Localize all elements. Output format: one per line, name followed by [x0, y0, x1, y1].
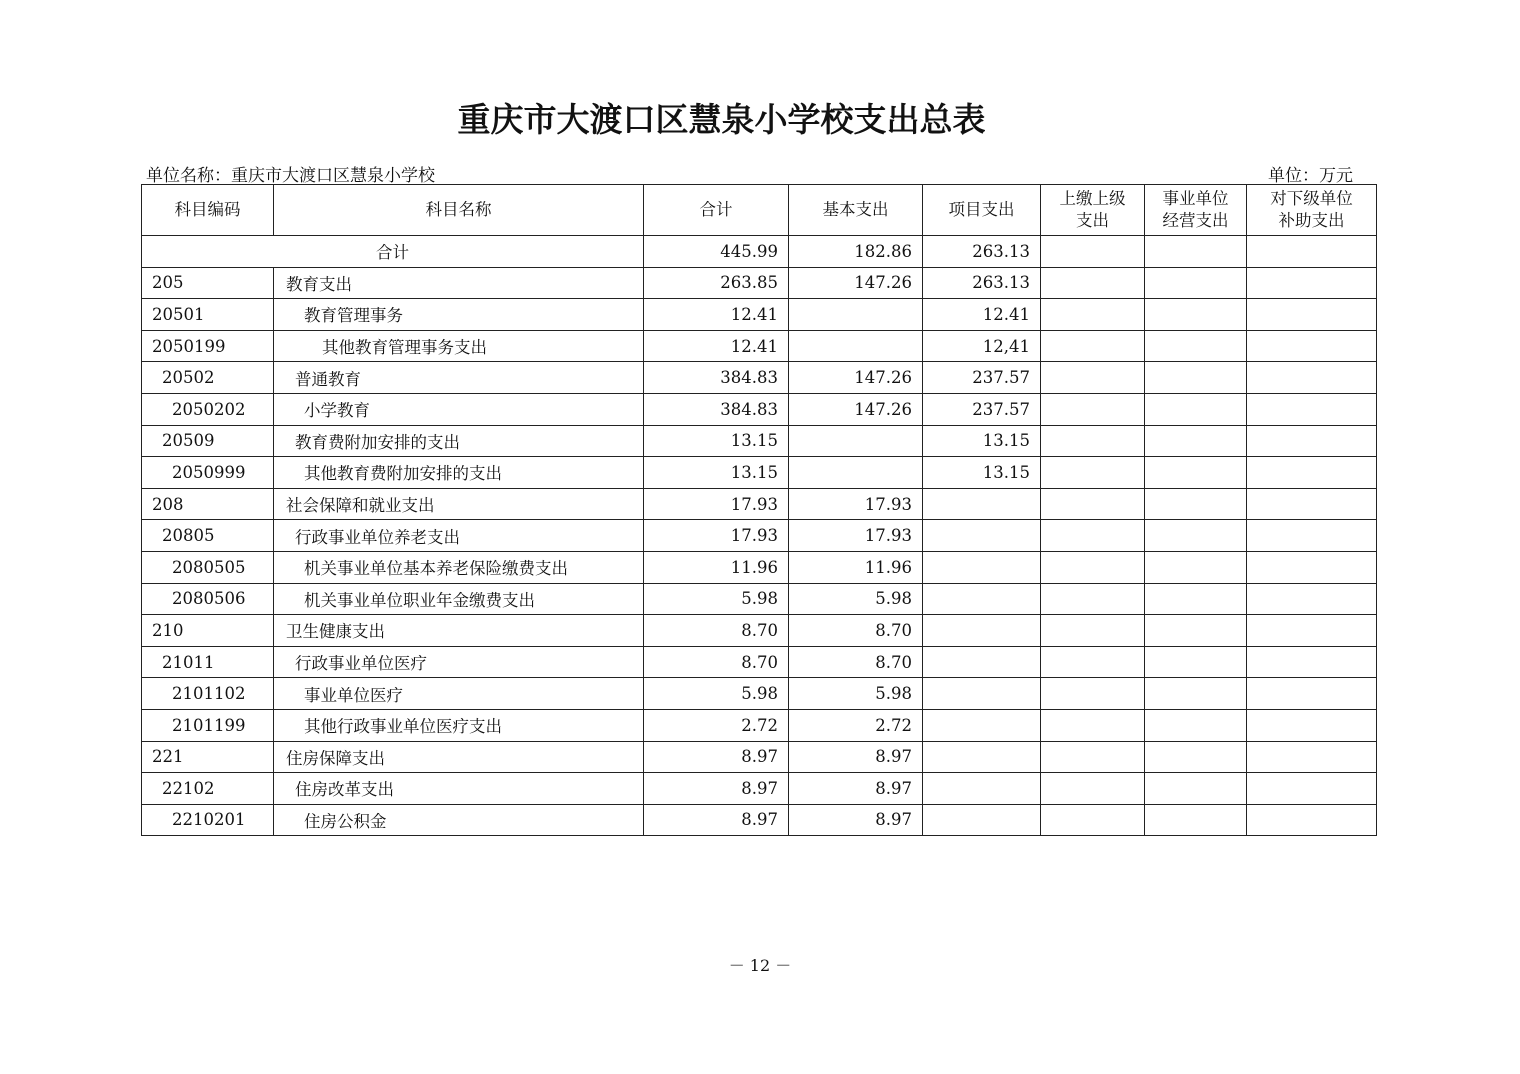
code-cell: 22102	[142, 773, 274, 805]
empty-cell	[1145, 773, 1247, 805]
header-subsidy	[1247, 185, 1377, 236]
header-business-line1: 事业单位	[1162, 189, 1229, 208]
basic-cell: 147.26	[789, 267, 923, 299]
name-cell: 教育管理事务	[274, 299, 644, 331]
empty-cell	[1247, 646, 1377, 678]
empty-cell	[1247, 425, 1377, 457]
empty-cell	[1247, 393, 1377, 425]
project-cell	[923, 804, 1041, 836]
empty-cell	[1041, 267, 1145, 299]
unit-label: 单位：万元	[1268, 166, 1353, 186]
name-cell: 其他教育费附加安排的支出	[274, 457, 644, 489]
code-cell: 20805	[142, 520, 274, 552]
empty-cell	[1041, 709, 1145, 741]
name-cell: 普通教育	[274, 362, 644, 394]
project-cell	[923, 678, 1041, 710]
empty-cell	[1145, 330, 1247, 362]
empty-cell	[1041, 583, 1145, 615]
table-row	[142, 804, 1377, 836]
code-cell: 21011	[142, 646, 274, 678]
empty-cell	[1145, 615, 1247, 647]
empty-cell	[1145, 551, 1247, 583]
code-cell: 2101199	[142, 709, 274, 741]
empty-cell	[1145, 393, 1247, 425]
table-row	[142, 741, 1377, 773]
basic-cell	[789, 299, 923, 331]
header-project: 项目支出	[923, 185, 1041, 236]
empty-cell	[1145, 583, 1247, 615]
page-number: － 12 －	[728, 956, 792, 975]
empty-cell	[1247, 299, 1377, 331]
name-cell: 教育费附加安排的支出	[274, 425, 644, 457]
empty-cell	[1247, 488, 1377, 520]
empty-cell	[1247, 741, 1377, 773]
basic-cell: 17.93	[789, 488, 923, 520]
total-cell: 8.70	[644, 615, 789, 647]
basic-cell: 2.72	[789, 709, 923, 741]
empty-cell	[1145, 299, 1247, 331]
header-subsidy-line1: 对下级单位	[1270, 189, 1353, 208]
empty-cell	[1041, 362, 1145, 394]
empty-cell	[1041, 678, 1145, 710]
total-cell: 13.15	[644, 457, 789, 489]
empty-cell	[1041, 425, 1145, 457]
empty-cell	[1247, 267, 1377, 299]
total-cell: 8.97	[644, 773, 789, 805]
code-cell: 2050199	[142, 330, 274, 362]
project-cell: 237.57	[923, 393, 1041, 425]
header-upper-payment-line2: 支出	[1076, 211, 1109, 230]
total-cell: 384.83	[644, 393, 789, 425]
empty-cell	[1145, 709, 1247, 741]
code-cell: 208	[142, 488, 274, 520]
code-cell: 20509	[142, 425, 274, 457]
empty-cell	[1145, 646, 1247, 678]
name-cell: 住房保障支出	[274, 741, 644, 773]
basic-cell: 147.26	[789, 362, 923, 394]
project-cell	[923, 583, 1041, 615]
empty-cell	[1145, 362, 1247, 394]
empty-cell	[1247, 520, 1377, 552]
table-row	[142, 393, 1377, 425]
code-cell: 2050202	[142, 393, 274, 425]
code-cell: 2080506	[142, 583, 274, 615]
page-title: 重庆市大渡口区慧泉小学校支出总表	[457, 100, 986, 139]
empty-cell	[1041, 615, 1145, 647]
empty-cell	[1041, 236, 1145, 268]
empty-cell	[1041, 741, 1145, 773]
empty-cell	[1041, 520, 1145, 552]
unit-name-label: 单位名称：重庆市大渡口区慧泉小学校	[146, 166, 435, 186]
code-cell: 2050999	[142, 457, 274, 489]
project-cell	[923, 615, 1041, 647]
total-cell: 12.41	[644, 330, 789, 362]
empty-cell	[1145, 804, 1247, 836]
code-cell: 2210201	[142, 804, 274, 836]
basic-cell: 147.26	[789, 393, 923, 425]
empty-cell	[1247, 236, 1377, 268]
code-cell: 20501	[142, 299, 274, 331]
table-header-row	[142, 185, 1377, 236]
name-cell: 行政事业单位养老支出	[274, 520, 644, 552]
table-row	[142, 551, 1377, 583]
basic-cell: 5.98	[789, 583, 923, 615]
header-business-line2: 经营支出	[1162, 211, 1229, 230]
project-cell: 237.57	[923, 362, 1041, 394]
empty-cell	[1247, 362, 1377, 394]
basic-cell: 5.98	[789, 678, 923, 710]
empty-cell	[1041, 646, 1145, 678]
total-cell: 8.70	[644, 646, 789, 678]
table-row	[142, 646, 1377, 678]
basic-cell: 8.97	[789, 773, 923, 805]
empty-cell	[1041, 393, 1145, 425]
name-cell: 小学教育	[274, 393, 644, 425]
empty-cell	[1145, 457, 1247, 489]
empty-cell	[1247, 583, 1377, 615]
project-cell	[923, 741, 1041, 773]
header-business	[1145, 185, 1247, 236]
empty-cell	[1145, 520, 1247, 552]
basic-cell	[789, 457, 923, 489]
name-cell: 事业单位医疗	[274, 678, 644, 710]
total-cell: 5.98	[644, 583, 789, 615]
header-total: 合计	[644, 185, 789, 236]
header-code: 科目编码	[142, 185, 274, 236]
header-subsidy-line2: 补助支出	[1278, 211, 1345, 230]
header-upper-payment	[1041, 185, 1145, 236]
header-basic: 基本支出	[789, 185, 923, 236]
table-row	[142, 615, 1377, 647]
table-row	[142, 678, 1377, 710]
basic-cell: 17.93	[789, 520, 923, 552]
project-cell	[923, 709, 1041, 741]
table-row	[142, 773, 1377, 805]
name-cell: 机关事业单位职业年金缴费支出	[274, 583, 644, 615]
basic-cell	[789, 330, 923, 362]
name-cell: 其他行政事业单位医疗支出	[274, 709, 644, 741]
table-row	[142, 520, 1377, 552]
table-row	[142, 425, 1377, 457]
total-row	[142, 236, 1377, 268]
table-row	[142, 583, 1377, 615]
total-cell: 12.41	[644, 299, 789, 331]
header-upper-payment-line1: 上缴上级	[1059, 189, 1126, 208]
empty-cell	[1041, 551, 1145, 583]
header-name: 科目名称	[274, 185, 644, 236]
project-cell	[923, 646, 1041, 678]
total-cell: 5.98	[644, 678, 789, 710]
expenditure-table	[141, 184, 1377, 836]
empty-cell	[1041, 299, 1145, 331]
basic-cell: 8.97	[789, 804, 923, 836]
name-cell: 其他教育管理事务支出	[274, 330, 644, 362]
table-row	[142, 267, 1377, 299]
code-cell: 205	[142, 267, 274, 299]
table-row	[142, 330, 1377, 362]
total-cell: 263.85	[644, 267, 789, 299]
project-cell: 12,41	[923, 330, 1041, 362]
empty-cell	[1145, 741, 1247, 773]
total-label: 合计	[142, 236, 644, 268]
code-cell: 2080505	[142, 551, 274, 583]
table-row	[142, 362, 1377, 394]
table-row	[142, 457, 1377, 489]
total-cell: 384.83	[644, 362, 789, 394]
total-cell: 8.97	[644, 741, 789, 773]
project-cell	[923, 551, 1041, 583]
total-cell: 11.96	[644, 551, 789, 583]
empty-cell	[1247, 709, 1377, 741]
project-cell: 13.15	[923, 457, 1041, 489]
code-cell: 20502	[142, 362, 274, 394]
project-cell: 13.15	[923, 425, 1041, 457]
total-cell: 17.93	[644, 488, 789, 520]
code-cell: 221	[142, 741, 274, 773]
empty-cell	[1041, 804, 1145, 836]
empty-cell	[1247, 457, 1377, 489]
basic-cell: 8.97	[789, 741, 923, 773]
total-cell: 2.72	[644, 709, 789, 741]
total-cell: 445.99	[644, 236, 789, 268]
name-cell: 卫生健康支出	[274, 615, 644, 647]
empty-cell	[1041, 488, 1145, 520]
name-cell: 行政事业单位医疗	[274, 646, 644, 678]
empty-cell	[1247, 804, 1377, 836]
empty-cell	[1247, 678, 1377, 710]
empty-cell	[1145, 267, 1247, 299]
empty-cell	[1145, 488, 1247, 520]
empty-cell	[1145, 425, 1247, 457]
empty-cell	[1247, 330, 1377, 362]
name-cell: 住房改革支出	[274, 773, 644, 805]
project-cell	[923, 773, 1041, 805]
total-cell: 17.93	[644, 520, 789, 552]
table-row	[142, 488, 1377, 520]
code-cell: 2101102	[142, 678, 274, 710]
project-cell: 263.13	[923, 267, 1041, 299]
empty-cell	[1247, 615, 1377, 647]
empty-cell	[1247, 773, 1377, 805]
code-cell: 210	[142, 615, 274, 647]
empty-cell	[1247, 551, 1377, 583]
empty-cell	[1041, 330, 1145, 362]
name-cell: 住房公积金	[274, 804, 644, 836]
total-cell: 8.97	[644, 804, 789, 836]
table-row	[142, 709, 1377, 741]
table-row	[142, 299, 1377, 331]
name-cell: 社会保障和就业支出	[274, 488, 644, 520]
basic-cell	[789, 425, 923, 457]
empty-cell	[1041, 773, 1145, 805]
total-cell: 13.15	[644, 425, 789, 457]
name-cell: 机关事业单位基本养老保险缴费支出	[274, 551, 644, 583]
project-cell	[923, 488, 1041, 520]
empty-cell	[1145, 678, 1247, 710]
basic-cell: 8.70	[789, 646, 923, 678]
basic-cell: 182.86	[789, 236, 923, 268]
basic-cell: 11.96	[789, 551, 923, 583]
name-cell: 教育支出	[274, 267, 644, 299]
project-cell: 12.41	[923, 299, 1041, 331]
empty-cell	[1041, 457, 1145, 489]
project-cell: 263.13	[923, 236, 1041, 268]
project-cell	[923, 520, 1041, 552]
basic-cell: 8.70	[789, 615, 923, 647]
empty-cell	[1145, 236, 1247, 268]
